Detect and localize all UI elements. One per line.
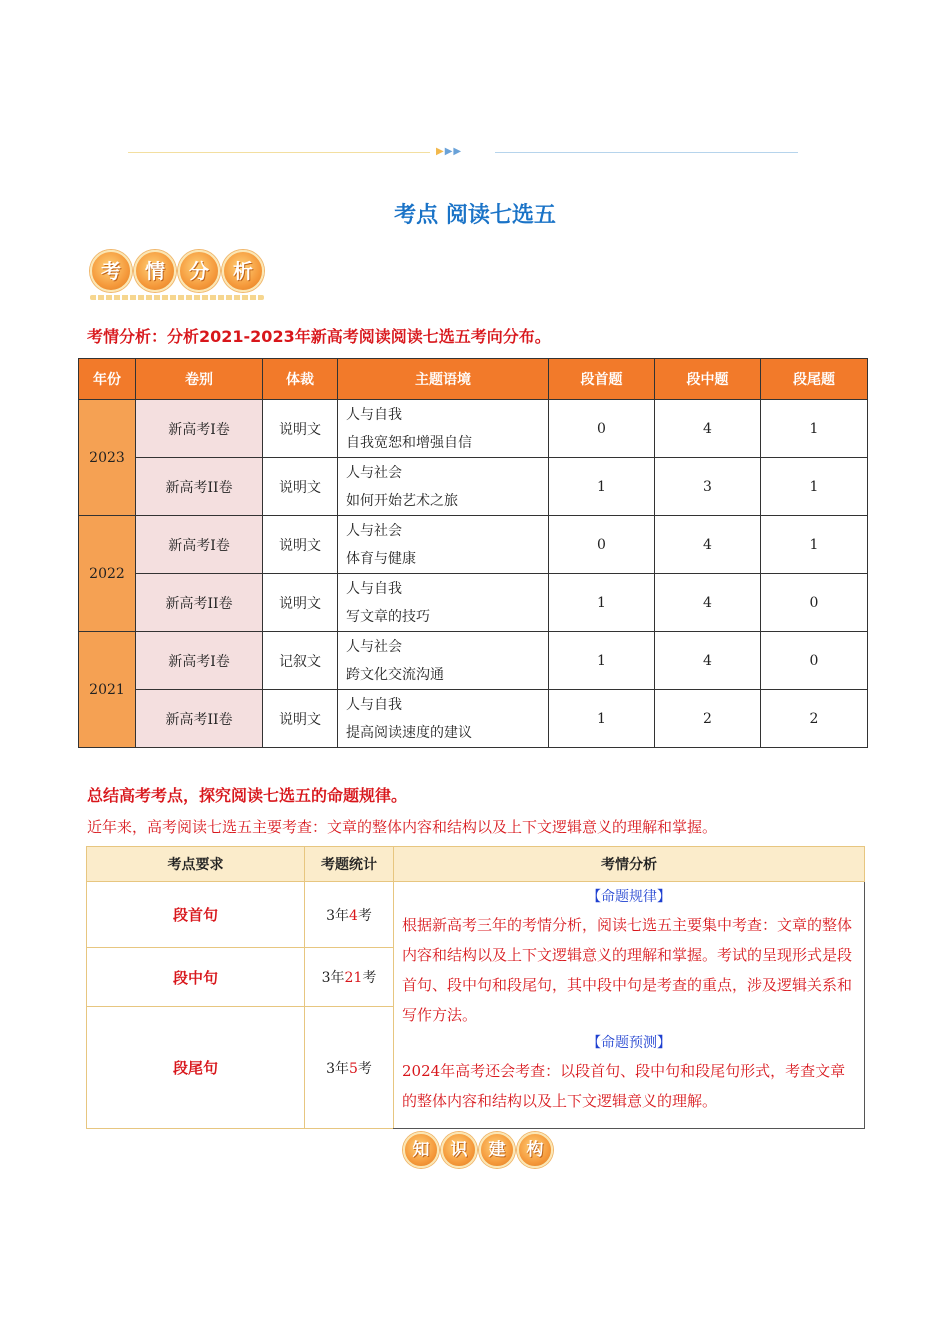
table-header-row: [87, 847, 865, 882]
theme-line: 人与自我: [346, 696, 402, 713]
top-rule-right: [495, 152, 798, 153]
col-header-paper: 卷别: [136, 359, 263, 400]
theme-line: 自我宽恕和增强自信: [346, 434, 472, 451]
section1-heading: 考情分析：分析2021-2023年新高考阅读阅读七选五考向分布。: [87, 327, 551, 346]
genre-cell: 说明文: [263, 400, 338, 458]
year-cell: 2022: [79, 516, 136, 632]
badge-char: 建: [479, 1132, 515, 1168]
arrow-icon: ▶: [444, 146, 454, 157]
last-cell: 0: [761, 574, 868, 632]
table-header-row: [79, 359, 868, 400]
badge-char: 考: [90, 250, 132, 292]
genre-cell: 说明文: [263, 458, 338, 516]
last-cell: 0: [761, 632, 868, 690]
first-cell: 1: [549, 458, 655, 516]
theme-line: 体育与健康: [346, 550, 416, 567]
last-cell: 1: [761, 516, 868, 574]
table-row: [79, 574, 868, 632]
stat-number: 4: [349, 907, 358, 924]
last-cell: 1: [761, 458, 868, 516]
paper-cell: 新高考II卷: [136, 690, 263, 748]
table-row: [79, 400, 868, 458]
middle-cell: 4: [655, 516, 761, 574]
stat-suffix: 考: [357, 907, 372, 924]
genre-cell: 说明文: [263, 516, 338, 574]
table-row: [79, 632, 868, 690]
middle-cell: 3: [655, 458, 761, 516]
theme-line: 人与社会: [346, 464, 402, 481]
last-cell: 1: [761, 400, 868, 458]
stat-prefix: 3年: [326, 1060, 349, 1077]
col-header-stat: 考题统计: [305, 847, 394, 882]
col-header-middle: 段中题: [655, 359, 761, 400]
paper-cell: 新高考II卷: [136, 458, 263, 516]
paper-cell: 新高考I卷: [136, 632, 263, 690]
first-cell: 0: [549, 400, 655, 458]
theme-cell: [338, 458, 549, 516]
theme-cell: [338, 516, 549, 574]
theme-line: 人与社会: [346, 522, 402, 539]
col-header-first: 段首题: [549, 359, 655, 400]
section2-heading: 总结高考考点，探究阅读七选五的命题规律。: [87, 786, 408, 805]
genre-cell: 记叙文: [263, 632, 338, 690]
paper-cell: 新高考I卷: [136, 516, 263, 574]
stat-cell: [305, 1007, 394, 1129]
first-cell: 0: [549, 516, 655, 574]
paper-cell: 新高考II卷: [136, 574, 263, 632]
table-row: [79, 458, 868, 516]
col-header-year: 年份: [79, 359, 136, 400]
year-cell: 2021: [79, 632, 136, 748]
col-header-theme: 主题语境: [338, 359, 549, 400]
badge-char: 知: [403, 1132, 439, 1168]
last-cell: 2: [761, 690, 868, 748]
predict-text: 2024年高考还会考查：以段首句、段中句和段尾句形式，考查文章的整体内容和结构以及上下文逻辑意义的理解。: [402, 1062, 846, 1110]
exam-point-table: [86, 846, 865, 1129]
theme-line: 人与社会: [346, 638, 402, 655]
middle-cell: 2: [655, 690, 761, 748]
point-cell: 段尾句: [87, 1007, 305, 1129]
col-header-point: 考点要求: [87, 847, 305, 882]
point-cell: 段中句: [87, 948, 305, 1007]
col-header-analysis: 考情分析: [394, 847, 865, 882]
section2-intro: 近年来，高考阅读七选五主要考查：文章的整体内容和结构以及上下文逻辑意义的理解和掌握。: [87, 818, 718, 836]
badge-char: 识: [441, 1132, 477, 1168]
theme-cell: [338, 574, 549, 632]
col-header-last: 段尾题: [761, 359, 868, 400]
paper-cell: 新高考I卷: [136, 400, 263, 458]
badge-char: 构: [517, 1132, 553, 1168]
first-cell: 1: [549, 574, 655, 632]
stat-suffix: 考: [362, 970, 377, 986]
analysis-cell: [394, 882, 865, 1129]
predict-heading: 【命题预测】: [587, 1035, 671, 1051]
theme-line: 如何开始艺术之旅: [346, 492, 458, 509]
theme-cell: [338, 632, 549, 690]
middle-cell: 4: [655, 574, 761, 632]
section-badge-knowledge: [403, 1132, 553, 1168]
badge-char: 分: [178, 250, 220, 292]
stat-number: 5: [349, 1060, 358, 1077]
theme-line: 跨文化交流沟通: [346, 666, 444, 683]
col-header-genre: 体裁: [263, 359, 338, 400]
top-rule-left: [128, 152, 430, 153]
theme-line: 人与自我: [346, 580, 402, 597]
table-row: [79, 690, 868, 748]
first-cell: 1: [549, 690, 655, 748]
table-row: [87, 882, 865, 948]
point-cell: 段首句: [87, 882, 305, 948]
theme-line: 提高阅读速度的建议: [346, 724, 472, 741]
middle-cell: 4: [655, 400, 761, 458]
arrow-icon: ▶: [453, 146, 463, 157]
table-row: [79, 516, 868, 574]
first-cell: 1: [549, 632, 655, 690]
theme-line: 写文章的技巧: [346, 608, 430, 625]
rule-text: 根据新高考三年的考情分析，阅读七选五主要集中考查：文章的整体内容和结构以及上下文逻辑意义的理解和掌握。考试的呈现形式是段首句、段中句和段尾句，其中段中句是考查的重点，涉及逻辑关系和写作方法。: [402, 916, 853, 1024]
genre-cell: 说明文: [263, 574, 338, 632]
middle-cell: 4: [655, 632, 761, 690]
theme-cell: [338, 690, 549, 748]
badge-underline: [90, 295, 264, 300]
stat-prefix: 3年: [321, 970, 345, 986]
theme-cell: [338, 400, 549, 458]
stat-prefix: 3年: [326, 907, 349, 924]
stat-number: 21: [344, 970, 363, 986]
section-badge-analysis: [90, 250, 264, 300]
exam-distribution-table: [78, 358, 868, 748]
stat-cell: [305, 948, 394, 1007]
arrow-decoration: [436, 145, 462, 159]
year-cell: 2023: [79, 400, 136, 516]
arrow-icon: ▶: [436, 146, 445, 157]
badge-char: 情: [134, 250, 176, 292]
rule-heading: 【命题规律】: [587, 889, 671, 905]
badge-char: 析: [222, 250, 264, 292]
theme-line: 人与自我: [346, 406, 402, 423]
page-title: 考点 阅读七选五: [394, 203, 556, 228]
stat-suffix: 考: [357, 1060, 372, 1077]
genre-cell: 说明文: [263, 690, 338, 748]
stat-cell: [305, 882, 394, 948]
